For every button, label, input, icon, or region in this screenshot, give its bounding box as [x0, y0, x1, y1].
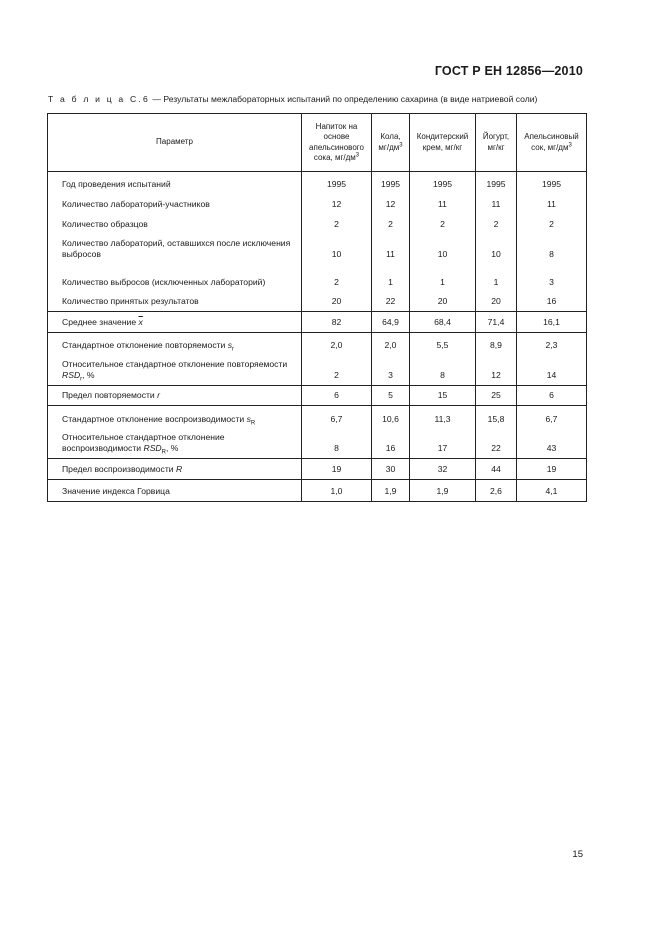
value-cell: 12 [302, 194, 372, 214]
value-cell: 2 [476, 214, 517, 234]
value-cell: 1 [410, 264, 476, 292]
table-row [48, 234, 587, 264]
value-cell: 1 [372, 264, 410, 292]
value-cell: 43 [517, 429, 587, 459]
table-row [48, 312, 587, 333]
value-cell: 6,7 [302, 406, 372, 429]
parameter-cell: Предел воспроизводимости R [48, 459, 302, 480]
value-cell: 20 [410, 292, 476, 312]
header-orange-drink: Напиток на основе апельсинового сока, $мг/дм^3$ [302, 114, 372, 172]
value-cell: 6 [517, 386, 587, 406]
value-cell: 1995 [302, 172, 372, 194]
value-cell: 8 [410, 355, 476, 386]
value-cell: 2 [302, 355, 372, 386]
value-cell: 15 [410, 386, 476, 406]
table-caption-prefix: Т а б л и ц а С.6 [48, 94, 150, 104]
header-cola: Кола, $мг/дм^3$ [372, 114, 410, 172]
value-cell: 6 [302, 386, 372, 406]
value-cell: 5,5 [410, 333, 476, 355]
parameter-cell: Год проведения испытаний [48, 172, 302, 194]
parameter-subscript: r [80, 376, 83, 383]
value-cell: 1995 [476, 172, 517, 194]
value-cell: 1995 [517, 172, 587, 194]
value-cell: 1995 [372, 172, 410, 194]
value-cell: 12 [476, 355, 517, 386]
value-cell: 20 [302, 292, 372, 312]
document-standard-number: ГОСТ Р ЕН 12856—2010 [434, 64, 583, 78]
value-cell: 11,3 [410, 406, 476, 429]
value-cell: 10,6 [372, 406, 410, 429]
value-cell: 11 [372, 234, 410, 264]
header-yogurt: Йогурт, мг/кг [476, 114, 517, 172]
value-cell: 71,4 [476, 312, 517, 333]
value-cell: 16 [372, 429, 410, 459]
table-row [48, 355, 587, 386]
value-cell: 2 [302, 214, 372, 234]
value-cell: 2,3 [517, 333, 587, 355]
results-table [47, 113, 587, 502]
parameter-symbol: RSD [143, 443, 162, 453]
table-row [48, 292, 587, 312]
value-cell: 10 [302, 234, 372, 264]
parameter-subscript: R [161, 449, 166, 456]
parameter-cell: Количество выбросов (исключенных лабораторий) [48, 264, 302, 292]
table-row [48, 264, 587, 292]
parameter-cell: Предел повторяемости r [48, 386, 302, 406]
value-cell: 4,1 [517, 480, 587, 502]
value-cell: 1,9 [410, 480, 476, 502]
parameter-symbol: s [246, 413, 251, 424]
value-cell: 3 [372, 355, 410, 386]
value-cell: 22 [476, 429, 517, 459]
table-row [48, 459, 587, 480]
parameter-cell: Значение индекса Горвица [48, 480, 302, 502]
value-cell: 10 [410, 234, 476, 264]
parameter-symbol: s [227, 339, 233, 350]
parameter-cell: Стандартное отклонение повторяемости $s_r$ [48, 333, 302, 355]
value-cell: 32 [410, 459, 476, 480]
value-cell: 1,0 [302, 480, 372, 502]
value-cell: 2,0 [302, 333, 372, 355]
parameter-cell: Количество лабораторий-участников [48, 194, 302, 214]
value-cell: 8 [302, 429, 372, 459]
value-cell: 16,1 [517, 312, 587, 333]
value-cell: 12 [372, 194, 410, 214]
header-orange-juice: Апельсиновый сок, $мг/дм^3$ [517, 114, 587, 172]
parameter-symbol: $\overline{x}$ [138, 317, 143, 327]
table-row [48, 480, 587, 502]
table-row [48, 429, 587, 459]
table-row [48, 194, 587, 214]
parameter-cell: Количество принятых результатов [48, 292, 302, 312]
value-cell: 8 [517, 234, 587, 264]
table-caption-text: — Результаты межлабораторных испытаний по определению сахарина (в виде натриевой соли) [149, 94, 538, 104]
parameter-cell: Среднее значение $\overline{x}$ [48, 312, 302, 333]
value-cell: 3 [517, 264, 587, 292]
parameter-suffix: , % [82, 370, 95, 380]
header-confectionery-cream: Кондитерский крем, мг/кг [410, 114, 476, 172]
value-cell: 15,8 [476, 406, 517, 429]
table-row [48, 172, 587, 194]
header-parameter: Параметр [48, 114, 302, 172]
parameter-cell: Количество образцов [48, 214, 302, 234]
value-cell: 2 [372, 214, 410, 234]
value-cell: 2,0 [372, 333, 410, 355]
value-cell: 17 [410, 429, 476, 459]
value-cell: 25 [476, 386, 517, 406]
value-cell: 2 [410, 214, 476, 234]
value-cell: 82 [302, 312, 372, 333]
parameter-suffix: , % [165, 443, 179, 453]
page-number: 15 [572, 849, 583, 860]
value-cell: 19 [302, 459, 372, 480]
value-cell: 2,6 [476, 480, 517, 502]
value-cell: 68,4 [410, 312, 476, 333]
value-cell: 64,9 [372, 312, 410, 333]
parameter-symbol: R [175, 464, 183, 474]
parameter-cell: Стандартное отклонение воспроизводимости $s_R$ [48, 406, 302, 429]
value-cell: 10 [476, 234, 517, 264]
value-cell: 2 [517, 214, 587, 234]
parameter-symbol: RSD [62, 370, 81, 380]
parameter-cell: Относительное стандартное отклонение повторяемости $RSD_r$, % [48, 355, 302, 386]
value-cell: 11 [517, 194, 587, 214]
value-cell: 1,9 [372, 480, 410, 502]
value-cell: 14 [517, 355, 587, 386]
parameter-cell: Относительное стандартное отклонение воспроизводимости $RSD_R$, % [48, 429, 302, 459]
value-cell: 22 [372, 292, 410, 312]
parameter-cell: Количество лабораторий, оставшихся после исключения выбросов [48, 234, 302, 264]
table-row [48, 214, 587, 234]
parameter-subscript: R [250, 420, 256, 427]
value-cell: 44 [476, 459, 517, 480]
table-row [48, 386, 587, 406]
table-row [48, 406, 587, 429]
value-cell: 1995 [410, 172, 476, 194]
parameter-symbol: r [157, 390, 160, 400]
value-cell: 8,9 [476, 333, 517, 355]
table-row [48, 333, 587, 355]
value-cell: 16 [517, 292, 587, 312]
table-header-row [48, 114, 587, 172]
parameter-subscript: r [232, 346, 235, 353]
value-cell: 20 [476, 292, 517, 312]
value-cell: 1 [476, 264, 517, 292]
value-cell: 19 [517, 459, 587, 480]
value-cell: 30 [372, 459, 410, 480]
value-cell: 6,7 [517, 406, 587, 429]
value-cell: 11 [476, 194, 517, 214]
value-cell: 5 [372, 386, 410, 406]
value-cell: 2 [302, 264, 372, 292]
value-cell: 11 [410, 194, 476, 214]
table-caption [48, 94, 588, 104]
